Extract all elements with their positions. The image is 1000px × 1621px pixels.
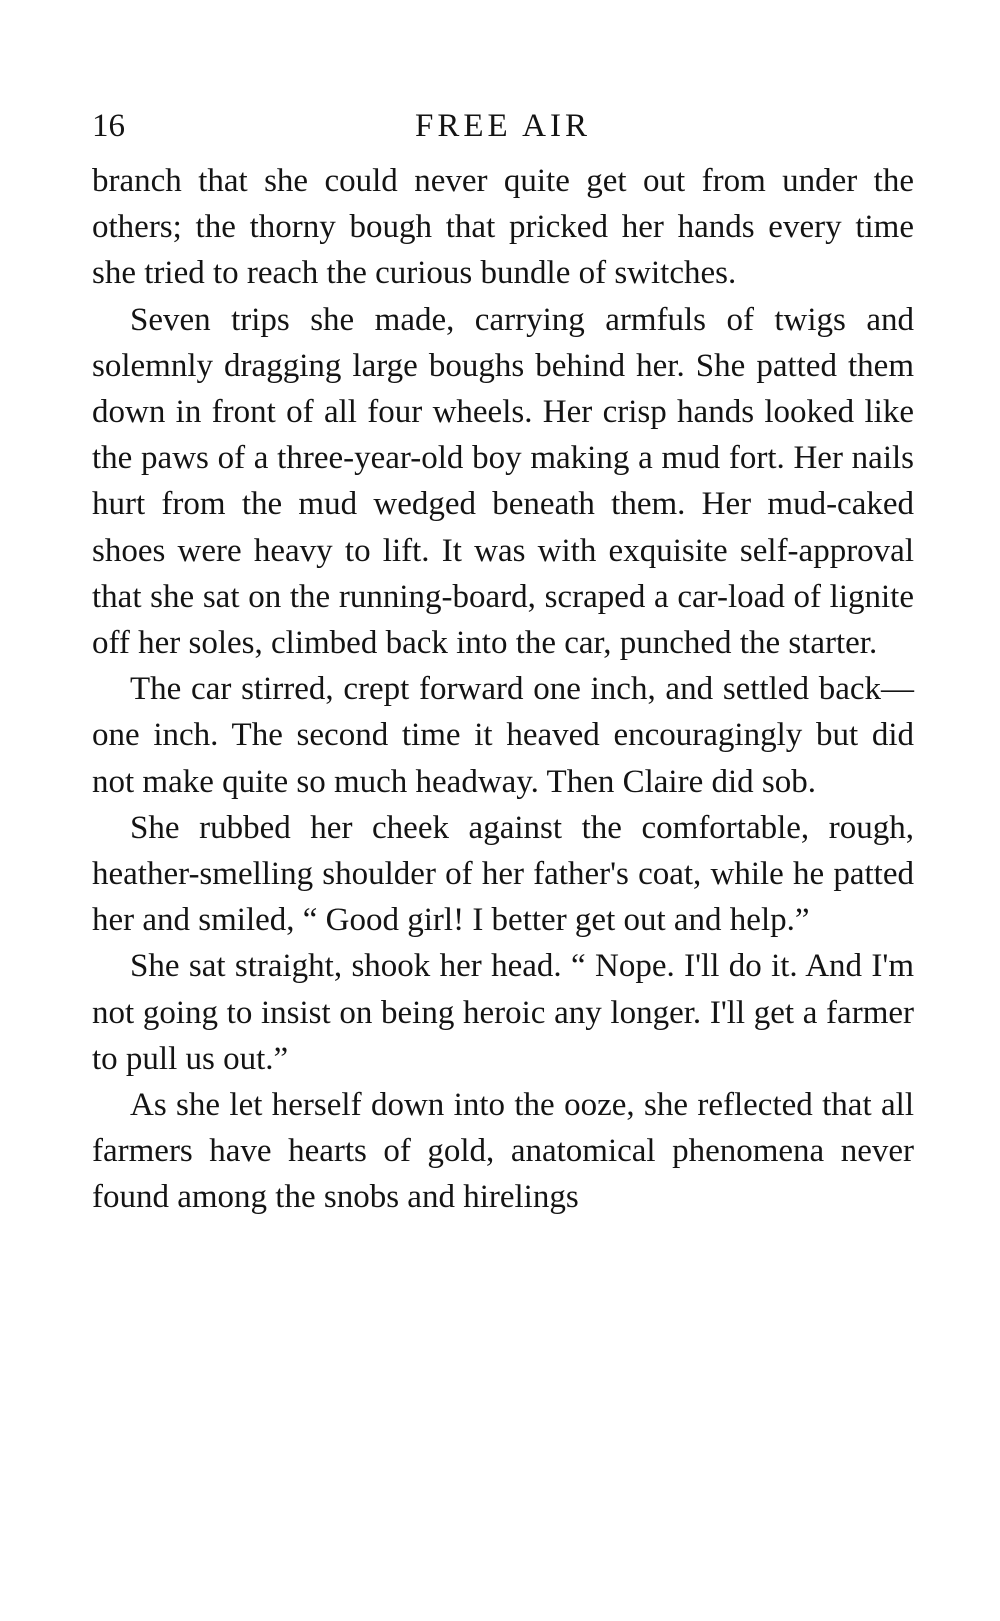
page-number: 16	[92, 108, 125, 144]
paragraph: Seven trips she made, carrying armfuls of twigs and solemnly dragging large boughs behind her. She patted them down in front of all four wheels. Her crisp hands looked like the paws of a three-year-old boy making a mud fort. Her nails hurt from the mud wedged beneath them. Her mud-caked shoes were heavy to lift. It was with exquisite self-approval that she sat on the running-board, scraped a car-load of lignite off her soles, climbed back into the car, punched the starter.	[92, 301, 914, 662]
paragraph: She rubbed her cheek against the comfortable, rough, heather-smelling shoulder of her father's coat, while he patted her and smiled, “ Good girl! I better get out and help.”	[92, 809, 914, 939]
paragraph: As she let herself down into the ooze, she reflected that all farmers have hearts of gold, anatomical phenomena never found among the snobs and hirelings	[92, 1087, 914, 1216]
paragraph: She sat straight, shook her head. “ Nope. I'll do it. And I'm not going to insist on being heroic any longer. I'll get a farmer to pull us out.”	[92, 948, 914, 1077]
running-title: FREE AIR	[415, 108, 591, 144]
book-page	[92, 108, 914, 1221]
paragraph: branch that she could never quite get out from under the others; the thorny bough that pricked her hands every time she tried to reach the curious bundle of switches.	[92, 163, 914, 292]
page-header	[92, 108, 914, 158]
paragraph: The car stirred, crept forward one inch, and settled back—one inch. The second time it heaved encouragingly but did not make quite so much headway. Then Claire did sob.	[92, 671, 914, 800]
body-text	[92, 158, 914, 1221]
